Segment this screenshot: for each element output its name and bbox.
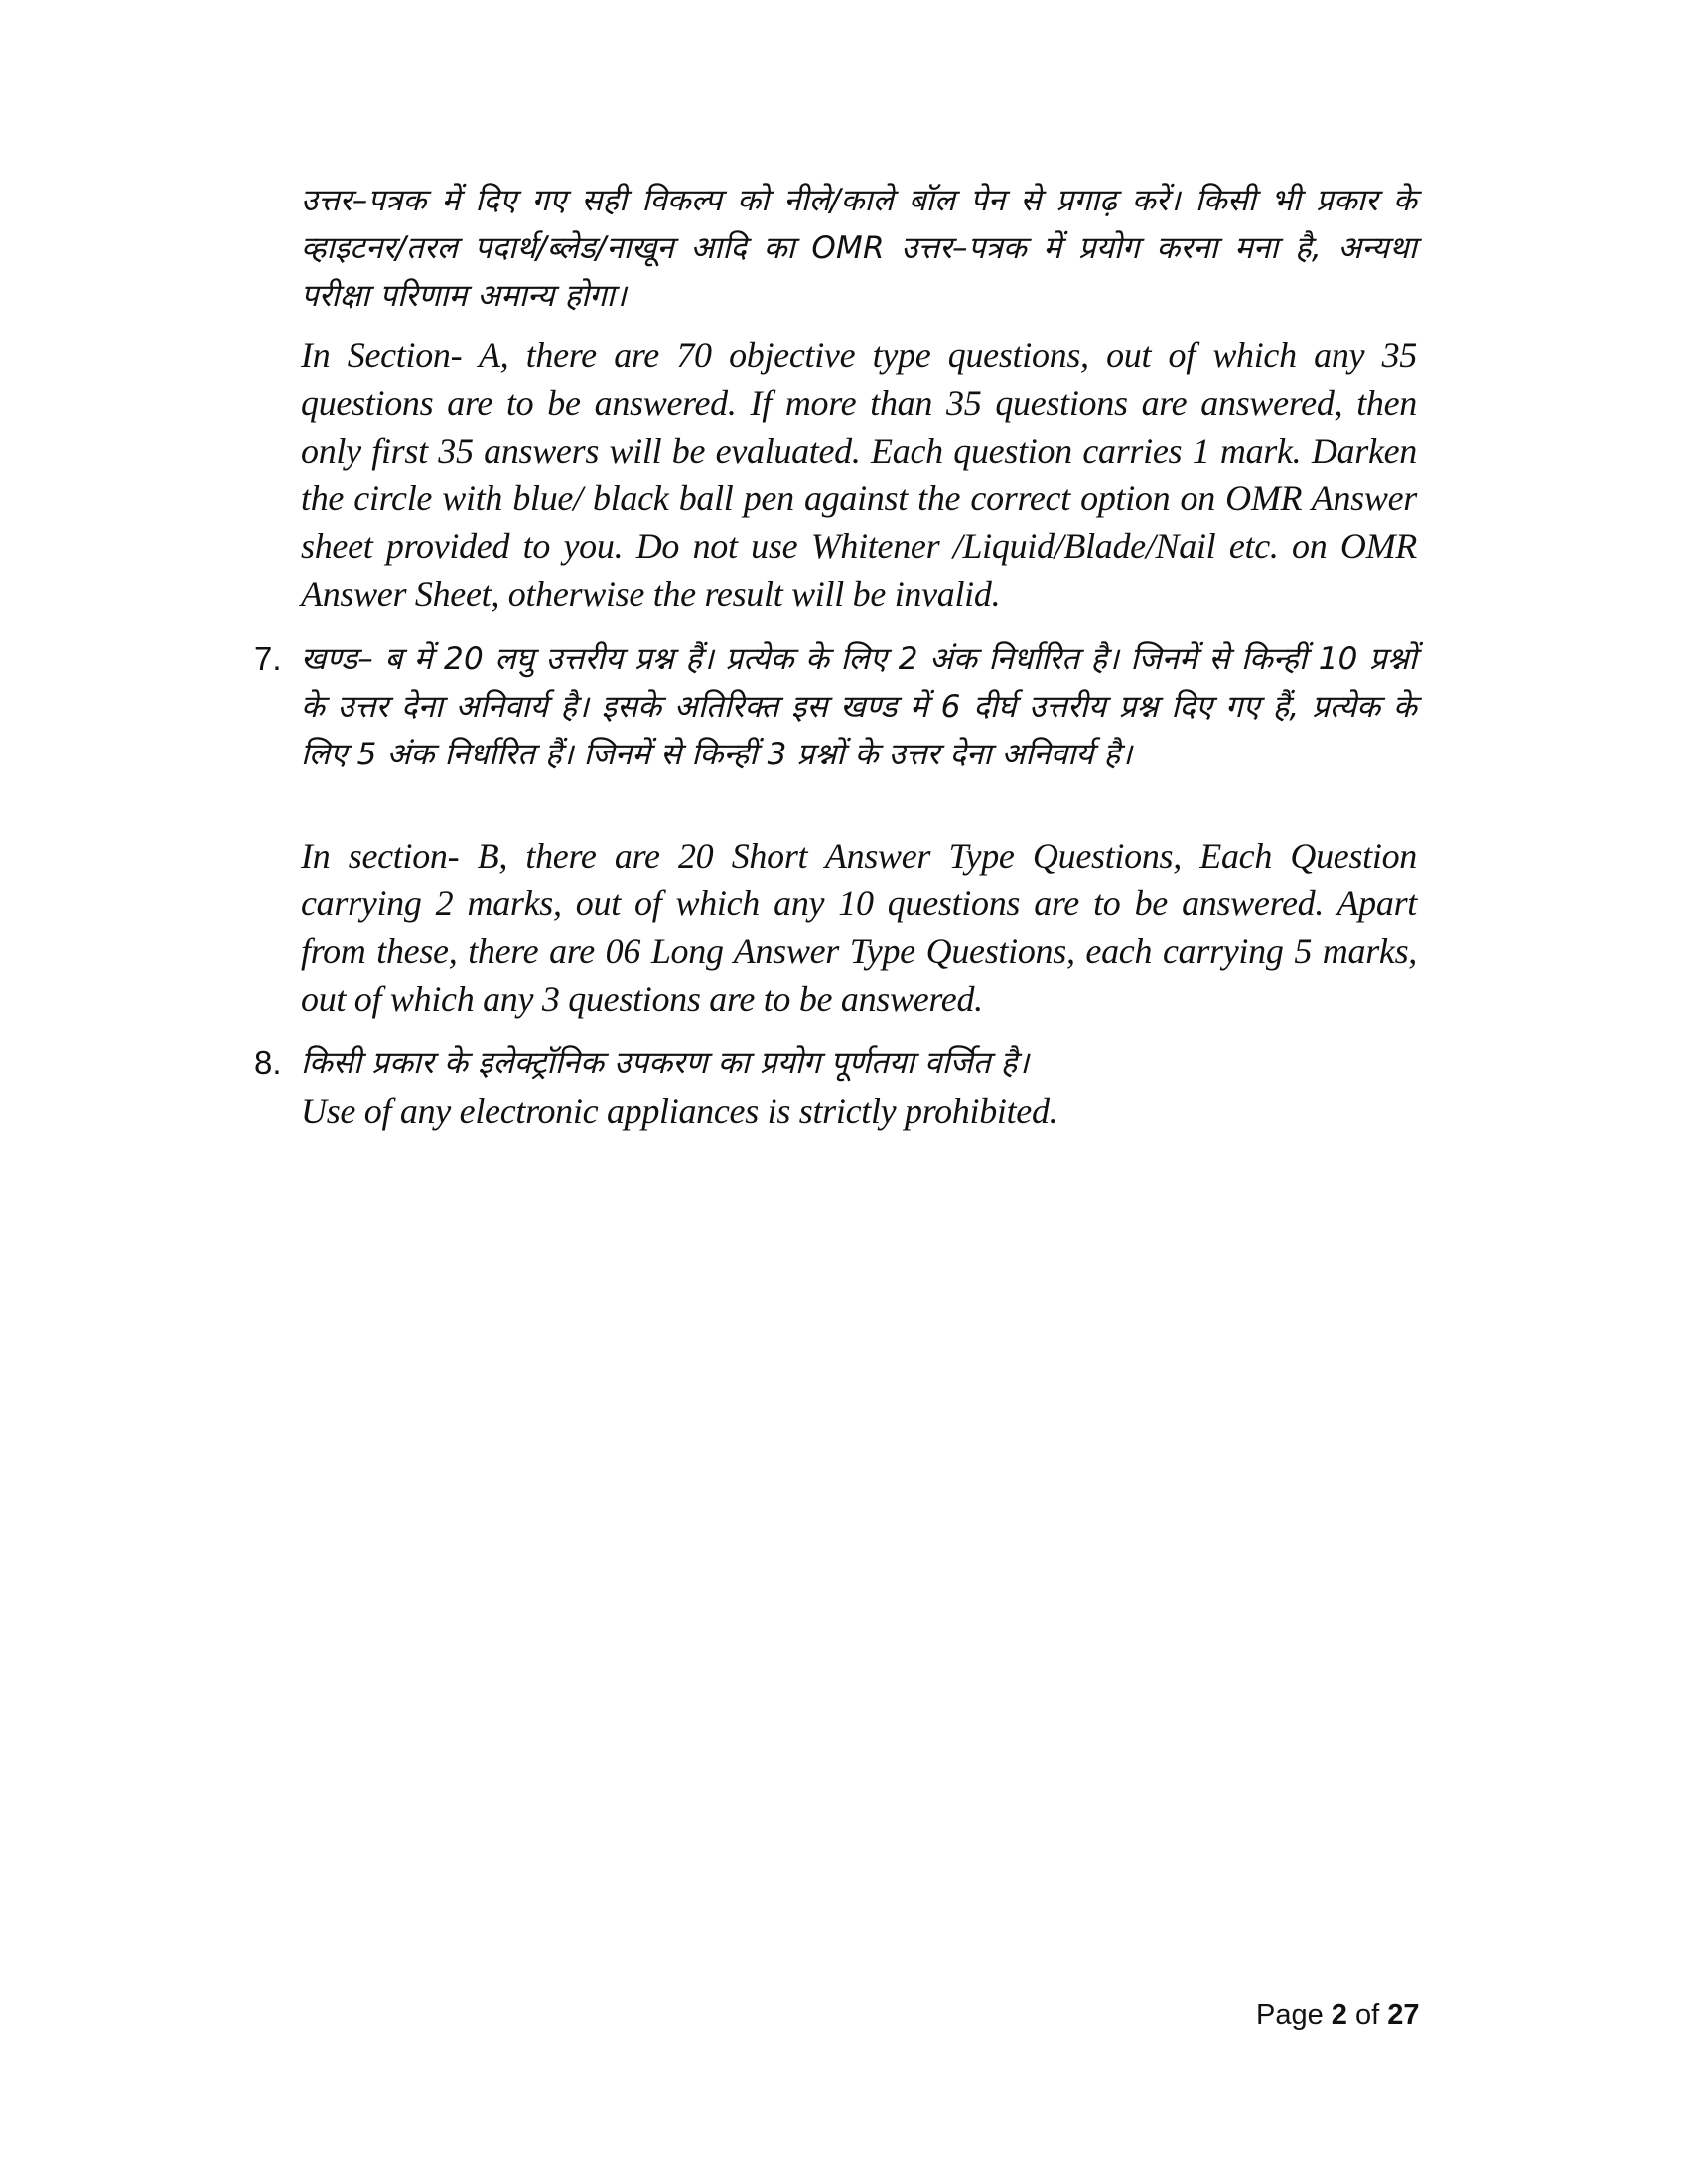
instruction-6-hindi-continuation: उत्तर–पत्रक में दिए गए सही विकल्प को नीले/काले बॉल पेन से प्रगाढ़ करें। किसी भी प्रकार के व्हाइटनर/तरल पदार्थ/ब्लेड/नाखून आदि का OMR उत्तर–पत्रक में प्रयोग करना मना है, अन्यथा परीक्षा परिणाम अमान्य होगा।	[301, 183, 1417, 314]
page-label: Page	[1256, 1999, 1324, 2031]
page-number-footer	[1256, 1997, 1420, 2033]
total-pages: 27	[1387, 1999, 1420, 2031]
of-label: of	[1355, 1999, 1380, 2031]
instruction-7-hindi: खण्ड– ब में 20 लघु उत्तरीय प्रश्न हैं। प्रत्येक के लिए 2 अंक निर्धारित है। जिनमें से किन्हीं 10 प्रश्नों के उत्तर देना अनिवार्य है। इसके अतिरिक्त इस खण्ड में 6 दीर्घ उत्तरीय प्रश्न दिए गए हैं, प्रत्येक के लिए 5 अंक निर्धारित हैं। जिनमें से किन्हीं 3 प्रश्नों के उत्तर देना अनिवार्य है।	[301, 641, 1417, 772]
instruction-8-number: 8.	[254, 1044, 282, 1081]
instruction-6-english: In Section- A, there are 70 objective type questions, out of which any 35 questions are to be answered. If more than 35 questions are answered, then only first 35 answers will be evaluated. Each question carries 1 mark. Darken the circle with blue/ black ball pen against the correct option on OMR Answer sheet provided to you. Do not use Whitener /Liquid/Blade/Nail etc. on OMR Answer Sheet, otherwise the result will be invalid.	[301, 336, 1417, 614]
current-page: 2	[1331, 1999, 1347, 2031]
instruction-8-hindi: किसी प्रकार के इलेक्ट्रॉनिक उपकरण का प्रयोग पूर्णतया वर्जित है।	[301, 1045, 1030, 1081]
instruction-7-number: 7.	[254, 640, 282, 677]
instruction-7-english: In section- B, there are 20 Short Answer Type Questions, Each Question carrying 2 marks, out of which any 10 questions are to be answered. Apart from these, there are 06 Long Answer Type Questions, each carrying 5 marks, out of which any 3 questions are to be answered.	[301, 836, 1417, 1019]
instruction-8-english: Use of any electronic appliances is strictly prohibited.	[301, 1091, 1058, 1131]
